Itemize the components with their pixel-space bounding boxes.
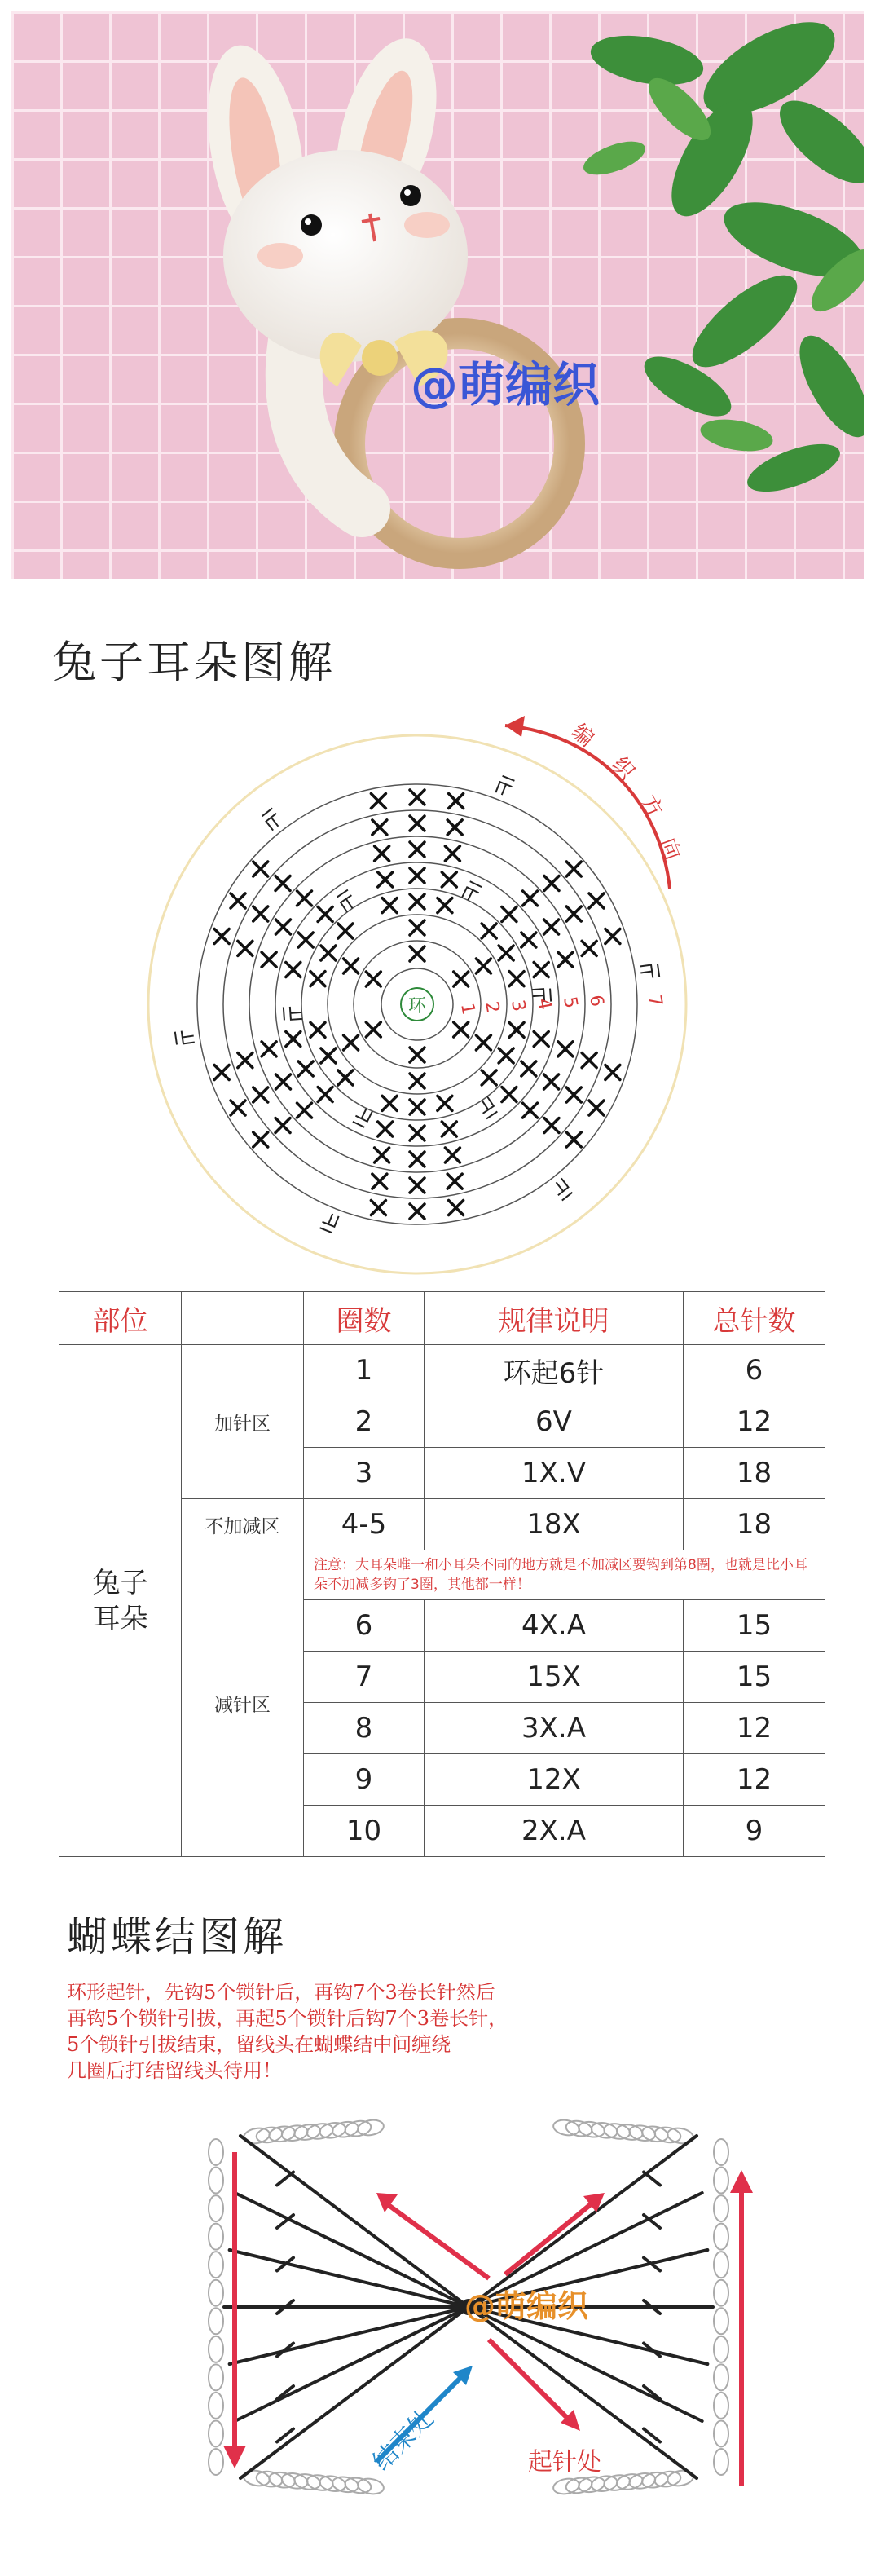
single-crochet-mark (544, 1118, 559, 1133)
end-label: 结束处 (367, 2404, 440, 2477)
single-crochet-mark (521, 1061, 536, 1076)
chain-stitch-mark (714, 2420, 728, 2446)
single-crochet-mark (544, 876, 559, 890)
single-crochet-mark (558, 952, 573, 967)
single-crochet-mark (449, 793, 464, 808)
single-crochet-mark (476, 1035, 491, 1050)
part-label: 兔子耳朵 (92, 1566, 148, 1635)
single-crochet-mark (231, 893, 245, 908)
single-crochet-mark (476, 959, 491, 973)
bow-note-line: 环形起针，先钩5个锁针后，再钩7个3卷长针然后 (67, 1981, 495, 2004)
single-crochet-mark (410, 790, 425, 805)
single-crochet-mark (338, 1070, 353, 1085)
svg-text:织: 织 (606, 752, 640, 785)
header-round: 圈数 (304, 1292, 425, 1345)
single-crochet-mark (371, 1201, 385, 1215)
chain-stitch-mark (209, 2420, 223, 2446)
product-photo (11, 11, 864, 579)
single-crochet-mark (366, 972, 381, 986)
single-crochet-mark (275, 876, 290, 890)
round-number-labels (456, 994, 666, 1017)
chain-stitch-mark (714, 2308, 728, 2334)
chain-stitch-mark (714, 2168, 728, 2194)
ear-section-title: 兔子耳朵图解 (52, 637, 336, 688)
header-empty (182, 1292, 304, 1345)
chain-stitch-mark (209, 2449, 223, 2475)
single-crochet-mark (253, 1087, 268, 1102)
single-crochet-mark (410, 1152, 425, 1167)
svg-text:7: 7 (644, 993, 667, 1008)
single-crochet-mark (262, 952, 276, 967)
chain-stitch-mark (209, 2139, 223, 2165)
single-crochet-mark (445, 1148, 460, 1162)
single-crochet-mark (410, 1074, 425, 1088)
single-crochet-mark (214, 929, 229, 943)
single-crochet-mark (375, 846, 389, 861)
decrease-mark (353, 1105, 372, 1127)
decrease-mark (477, 1096, 498, 1118)
single-crochet-mark (482, 924, 496, 938)
photo-watermark: @萌编织 (411, 357, 601, 412)
decrease-mark (320, 1211, 339, 1233)
single-crochet-mark (442, 1122, 456, 1136)
header-total: 总针数 (684, 1292, 825, 1345)
single-crochet-mark (378, 872, 393, 887)
single-crochet-mark (382, 1096, 397, 1110)
single-crochet-mark (482, 1070, 496, 1085)
rule-cell: 6V (425, 1396, 684, 1448)
bow-instructions (67, 1979, 800, 2084)
single-crochet-mark (605, 929, 620, 943)
single-crochet-mark (371, 793, 385, 808)
treble-stitch-mark (235, 2193, 469, 2307)
note-text: 注意：大耳朵唯一和小耳朵不同的地方就是不加减区要钩到第8圈，也就是比小耳朵不加减多钩了3圈，其他都一样！ (304, 1550, 825, 1600)
decrease-mark (284, 1006, 302, 1020)
svg-text:1: 1 (456, 1001, 479, 1017)
single-crochet-mark (523, 1103, 538, 1118)
total-cell: 18 (684, 1448, 825, 1499)
single-crochet-mark (499, 946, 513, 960)
round-cell: 7 (304, 1652, 425, 1703)
decrease-mark (462, 881, 482, 903)
single-crochet-mark (410, 894, 425, 909)
rule-cell: 15X (425, 1652, 684, 1703)
decrease-mark (640, 964, 659, 979)
single-crochet-mark (521, 933, 536, 947)
single-crochet-mark (502, 906, 517, 921)
single-crochet-mark (366, 1022, 381, 1037)
svg-text:6: 6 (585, 993, 608, 1008)
header-part: 部位 (59, 1292, 182, 1345)
single-crochet-mark (318, 1087, 332, 1102)
start-label: 起针处 (528, 2448, 601, 2477)
single-crochet-mark (275, 1118, 290, 1133)
decrease-mark (337, 890, 359, 912)
rule-cell: 2X.A (425, 1806, 684, 1857)
zone-increase: 加针区 (182, 1345, 304, 1499)
single-crochet-mark (321, 946, 336, 960)
single-crochet-mark (253, 1132, 268, 1147)
single-crochet-mark (544, 920, 559, 934)
single-crochet-mark (231, 1101, 245, 1115)
round-cell: 6 (304, 1600, 425, 1652)
single-crochet-mark (372, 1174, 387, 1189)
single-crochet-mark (438, 898, 452, 913)
bow-note-line: 几圈后打结留线头待用！ (67, 2059, 282, 2082)
single-crochet-mark (214, 1065, 229, 1080)
single-crochet-mark (372, 820, 387, 835)
zone-decrease: 减针区 (182, 1550, 304, 1857)
single-crochet-mark (582, 1053, 596, 1068)
total-cell: 15 (684, 1600, 825, 1652)
chain-stitch-mark (714, 2224, 728, 2250)
single-crochet-mark (382, 898, 397, 913)
decrease-mark (262, 808, 284, 830)
chain-stitch-mark (714, 2195, 728, 2221)
single-crochet-mark (445, 846, 460, 861)
round-cell: 8 (304, 1703, 425, 1754)
zone-plain: 不加减区 (182, 1499, 304, 1550)
chain-stitch-mark (714, 2336, 728, 2362)
single-crochet-mark (582, 941, 596, 955)
bow-note-line: 再钩5个锁针引拔，再起5个锁针后钩7个3卷长针， (67, 2007, 508, 2030)
single-crochet-mark (566, 906, 581, 921)
chain-stitch-mark (714, 2393, 728, 2419)
rule-cell: 4X.A (425, 1600, 684, 1652)
single-crochet-mark (318, 906, 332, 921)
single-crochet-mark (238, 941, 253, 955)
single-crochet-mark (275, 920, 290, 934)
total-cell: 15 (684, 1652, 825, 1703)
single-crochet-mark (447, 820, 462, 835)
table-row (59, 1345, 825, 1396)
single-crochet-mark (253, 862, 268, 876)
chain-stitch-mark (209, 2280, 223, 2306)
single-crochet-mark (454, 972, 469, 986)
chain-stitch-mark (209, 2364, 223, 2390)
single-crochet-mark (344, 959, 359, 973)
single-crochet-mark (238, 1053, 253, 1068)
round-cell: 9 (304, 1754, 425, 1806)
center-label: 环 (407, 996, 427, 1017)
round-cell: 3 (304, 1448, 425, 1499)
total-cell: 12 (684, 1703, 825, 1754)
chain-stitch-mark (209, 2168, 223, 2194)
single-crochet-mark (297, 1103, 311, 1118)
single-crochet-mark (454, 1022, 469, 1037)
chain-stitch-mark (714, 2364, 728, 2390)
chain-stitch-mark (209, 2195, 223, 2221)
svg-text:编: 编 (566, 719, 599, 752)
treble-stitch-mark (469, 2307, 702, 2421)
direction-label (567, 719, 685, 862)
single-crochet-mark (378, 1122, 393, 1136)
total-cell: 12 (684, 1396, 825, 1448)
svg-text:方: 方 (635, 791, 667, 823)
chain-stitch-mark (714, 2449, 728, 2475)
svg-text:4: 4 (533, 996, 556, 1012)
decrease-mark (551, 1178, 572, 1200)
decrease-mark (175, 1030, 195, 1045)
bow-section-title: 蝴蝶结图解 (67, 1913, 287, 1961)
round-cell: 10 (304, 1806, 425, 1857)
single-crochet-mark (566, 862, 581, 876)
single-crochet-mark (442, 872, 456, 887)
single-crochet-mark (410, 1048, 425, 1062)
single-crochet-mark (449, 1201, 464, 1215)
chain-stitch-mark (209, 2252, 223, 2278)
svg-text:2: 2 (481, 999, 504, 1015)
single-crochet-mark (410, 946, 425, 961)
single-crochet-mark (275, 1074, 290, 1089)
single-crochet-mark (298, 1061, 313, 1076)
bow-note-line: 5个锁针引拔结束，留线头在蝴蝶结中间缠绕 (67, 2033, 451, 2056)
single-crochet-mark (262, 1042, 276, 1056)
chain-stitch-mark (209, 2308, 223, 2334)
single-crochet-mark (310, 972, 325, 986)
stitch-table (59, 1291, 825, 1857)
single-crochet-mark (410, 1204, 425, 1219)
total-cell: 9 (684, 1806, 825, 1857)
rule-cell: 环起6针 (425, 1345, 684, 1396)
single-crochet-mark (253, 906, 268, 921)
bow-chart (0, 2103, 880, 2560)
single-crochet-mark (410, 816, 425, 831)
round-cell: 4-5 (304, 1499, 425, 1550)
table-header-row (59, 1292, 825, 1345)
single-crochet-mark (338, 924, 353, 938)
single-crochet-mark (286, 1031, 301, 1046)
single-crochet-mark (509, 972, 524, 986)
single-crochet-mark (410, 1126, 425, 1140)
rule-cell: 3X.A (425, 1703, 684, 1754)
single-crochet-mark (566, 1132, 581, 1147)
chain-stitch-mark (209, 2336, 223, 2362)
total-cell: 12 (684, 1754, 825, 1806)
single-crochet-mark (566, 1087, 581, 1102)
single-crochet-mark (499, 1048, 513, 1063)
single-crochet-mark (310, 1022, 325, 1037)
single-crochet-mark (286, 963, 301, 977)
single-crochet-mark (410, 920, 425, 935)
single-crochet-mark (438, 1096, 452, 1110)
svg-text:5: 5 (559, 995, 582, 1010)
header-rule: 规律说明 (425, 1292, 684, 1345)
rule-cell: 18X (425, 1499, 684, 1550)
svg-text:向: 向 (654, 835, 685, 863)
bow-watermark: @萌编织 (464, 2288, 589, 2324)
single-crochet-mark (589, 1101, 604, 1115)
chain-stitch-mark (209, 2224, 223, 2250)
svg-text:3: 3 (507, 998, 530, 1013)
part-cell (59, 1345, 182, 1857)
single-crochet-mark (534, 963, 548, 977)
single-crochet-mark (544, 1074, 559, 1089)
treble-stitch-mark (277, 2172, 293, 2186)
chain-stitch-mark (714, 2280, 728, 2306)
single-crochet-mark (523, 891, 538, 906)
single-crochet-mark (375, 1148, 389, 1162)
treble-stitch-mark (644, 2172, 660, 2186)
single-crochet-mark (298, 933, 313, 947)
rule-cell: 12X (425, 1754, 684, 1806)
single-crochet-mark (605, 1065, 620, 1080)
chain-stitch-mark (209, 2393, 223, 2419)
single-crochet-mark (502, 1087, 517, 1102)
single-crochet-mark (410, 1100, 425, 1114)
rule-cell: 1X.V (425, 1448, 684, 1499)
single-crochet-mark (447, 1174, 462, 1189)
single-crochet-mark (558, 1042, 573, 1056)
single-crochet-mark (534, 1031, 548, 1046)
single-crochet-mark (410, 842, 425, 857)
single-crochet-mark (344, 1035, 359, 1050)
single-crochet-mark (410, 868, 425, 883)
total-cell: 18 (684, 1499, 825, 1550)
right-eye (400, 185, 421, 206)
single-crochet-mark (589, 893, 604, 908)
chain-stitch-mark (714, 2252, 728, 2278)
chain-stitch-mark (714, 2139, 728, 2165)
left-eye (301, 214, 322, 236)
single-crochet-mark (410, 1178, 425, 1193)
single-crochet-mark (297, 891, 311, 906)
single-crochet-mark (509, 1022, 524, 1037)
round-cell: 2 (304, 1396, 425, 1448)
total-cell: 6 (684, 1345, 825, 1396)
single-crochet-mark (321, 1048, 336, 1063)
round-cell: 1 (304, 1345, 425, 1396)
decrease-mark (495, 776, 514, 797)
ear-chart (0, 701, 880, 1288)
